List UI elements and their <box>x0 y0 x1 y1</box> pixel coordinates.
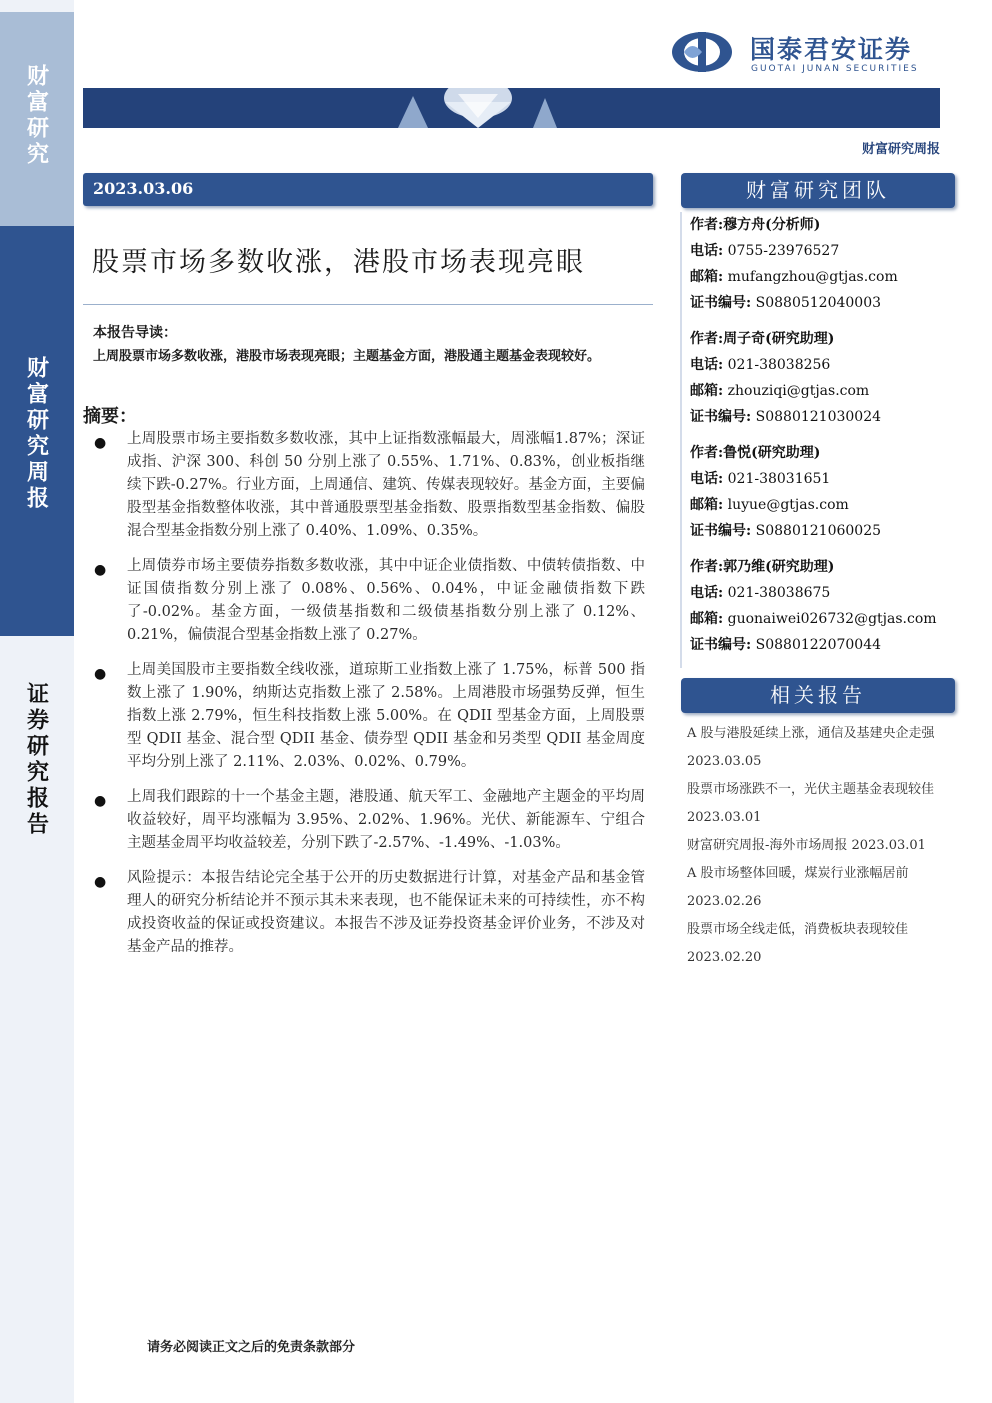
cert-label: 证书编号: <box>690 295 752 311</box>
guide-text: 上周股票市场多数收涨，港股市场表现亮眼；主题基金方面，港股通主题基金表现较好。 <box>93 349 601 364</box>
abstract-heading: 摘要： <box>83 406 137 427</box>
abstract-bullet <box>90 555 645 647</box>
author-label: 作者: <box>690 217 724 233</box>
disclaimer-footer: 请务必阅读正文之后的免责条款部分 <box>147 1340 356 1355</box>
title-divider <box>83 304 653 305</box>
abstract-bullet <box>90 428 645 543</box>
logo-mark-icon <box>670 30 734 74</box>
bullet-icon: ● <box>94 874 107 890</box>
author-email[interactable]: luyue@gtjas.com <box>727 497 849 513</box>
sidebar-category-label: 财富研究 <box>23 64 50 168</box>
logo-name-cn: 国泰君安证券 <box>750 35 913 64</box>
bullet-icon: ● <box>94 666 107 682</box>
sidebar-category-block <box>0 12 74 226</box>
email-label: 邮箱: <box>690 611 724 627</box>
related-report-link[interactable]: 股票市场全线走低，消费板块表现较佳 2023.02.20 <box>687 922 909 965</box>
bullet-text: 上周债券市场主要债券指数多数收涨，其中中证企业债指数、中债转债指数、中证国债指数分别上涨了 0.08%、0.56%、0.04%，中证金融债指数下跌了-0.02%。基金方面，一级债基指数和二级债基指数分别上涨了 0.12%、0.21%，偏债混合型基金指数上涨了 0.27%。 <box>127 558 645 643</box>
sidebar-series-label: 财富研究周报 <box>23 356 50 512</box>
header-banner <box>83 88 940 128</box>
email-label: 邮箱: <box>690 269 724 285</box>
bullet-text: 上周我们跟踪的十一个基金主题，港股通、航天军工、金融地产主题金的平均周收益较好，周平均涨幅为 3.95%、2.02%、1.96%。光伏、新能源车、宁组合主题基金周平均收益较差，分别下跌了-2.57%、-1.49%、-1.03%。 <box>127 789 645 851</box>
email-label: 邮箱: <box>690 497 724 513</box>
author-cert: S0880121060025 <box>755 523 882 539</box>
author-card <box>682 326 958 430</box>
phone-label: 电话: <box>690 471 724 487</box>
author-phone: 021-38038256 <box>727 357 831 373</box>
author-cert: S0880122070044 <box>755 637 882 653</box>
author-name: 周子奇(研究助理) <box>723 331 835 347</box>
related-report-link[interactable]: 股票市场涨跌不一，光伏主题基金表现较佳 2023.03.01 <box>687 782 935 825</box>
author-email[interactable]: mufangzhou@gtjas.com <box>727 269 898 285</box>
diamond-decoration-icon <box>83 88 940 128</box>
date-bar <box>83 173 653 206</box>
author-name: 穆方舟(分析师) <box>723 217 821 233</box>
author-card <box>682 554 958 658</box>
cert-label: 证书编号: <box>690 637 752 653</box>
abstract-bullet-list <box>90 428 645 971</box>
cert-label: 证书编号: <box>690 409 752 425</box>
guide-heading: 本报告导读： <box>93 325 177 341</box>
author-name: 鲁悦(研究助理) <box>723 445 821 461</box>
bullet-text: 风险提示：本报告结论完全基于公开的历史数据进行计算，对基金产品和基金管理人的研究分析结论并不预示其未来表现，也不能保证未来的可持续性，亦不构成投资收益的保证或投资建议。本报告不涉及证券投资基金评价业务，不涉及对基金产品的推荐。 <box>127 870 645 955</box>
bullet-text: 上周美国股市主要指数全线收涨，道琼斯工业指数上涨了 1.75%，标普 500 指数上涨了 1.90%，纳斯达克指数上涨了 2.58%。上周港股市场强势反弹，恒生指数上涨 2.79%，恒生科技指数上涨 5.00%。在 QDII 型基金方面，上周股票型 QDII 基金、混合型 QDII 基金、债券型 QDII 基金和另类型 QDII 基金周度平均分别上涨了 2.11%、2.03%、0.02%、0.79%。 <box>127 662 645 770</box>
author-phone: 021-38038675 <box>727 585 831 601</box>
related-reports-heading: 相关报告 <box>681 678 955 713</box>
bullet-icon: ● <box>94 793 107 809</box>
sidebar-type-label: 证券研究报告 <box>23 682 50 838</box>
email-label: 邮箱: <box>690 383 724 399</box>
author-cert: S0880121030024 <box>755 409 882 425</box>
phone-label: 电话: <box>690 357 724 373</box>
author-phone: 0755-23976527 <box>727 243 840 259</box>
author-label: 作者: <box>690 331 724 347</box>
bullet-icon: ● <box>94 562 107 578</box>
report-series-label: 财富研究周报 <box>861 142 940 157</box>
abstract-bullet <box>90 659 645 774</box>
author-phone: 021-38031651 <box>727 471 831 487</box>
report-date: 2023.03.06 <box>93 179 194 198</box>
author-email[interactable]: zhouziqi@gtjas.com <box>727 383 870 399</box>
team-heading: 财富研究团队 <box>681 173 955 208</box>
author-card <box>682 212 958 316</box>
logo-name-en: GUOTAI JUNAN SECURITIES <box>751 64 919 74</box>
author-email[interactable]: guonaiwei026732@gtjas.com <box>727 611 937 627</box>
author-list <box>680 212 958 668</box>
related-report-link[interactable]: A 股与港股延续上涨，通信及基建央企走强 2023.03.05 <box>687 726 935 769</box>
phone-label: 电话: <box>690 585 724 601</box>
company-logo <box>670 28 940 80</box>
report-title: 股票市场多数收涨，港股市场表现亮眼 <box>92 247 585 278</box>
related-report-link[interactable]: A 股市场整体回暖，煤炭行业涨幅居前 2023.02.26 <box>687 866 909 909</box>
abstract-bullet <box>90 867 645 959</box>
phone-label: 电话: <box>690 243 724 259</box>
author-card <box>682 440 958 544</box>
abstract-bullet <box>90 786 645 855</box>
related-report-list <box>681 720 957 972</box>
cert-label: 证书编号: <box>690 523 752 539</box>
bullet-icon: ● <box>94 435 107 451</box>
author-cert: S0880512040003 <box>755 295 882 311</box>
sidebar-series-block <box>0 226 74 636</box>
related-report-link[interactable]: 财富研究周报-海外市场周报 2023.03.01 <box>687 838 926 853</box>
left-sidebar <box>0 0 74 1403</box>
bullet-text: 上周股票市场主要指数多数收涨，其中上证指数涨幅最大，周涨幅1.87%；深证成指、沪深 300、科创 50 分别上涨了 0.55%、1.71%、0.83%，创业板指继续下跌-0.27%。行业方面，上周通信、建筑、传媒表现较好。基金方面，主要偏股型基金指数整体收涨，其中普通股票型基金指数、股票指数型基金指数、偏股混合型基金指数分别上涨了 0.40%、1.09%、0.35%。 <box>127 431 645 539</box>
author-label: 作者: <box>690 445 724 461</box>
author-name: 郭乃维(研究助理) <box>723 559 835 575</box>
author-label: 作者: <box>690 559 724 575</box>
sidebar-type-block <box>0 636 74 936</box>
